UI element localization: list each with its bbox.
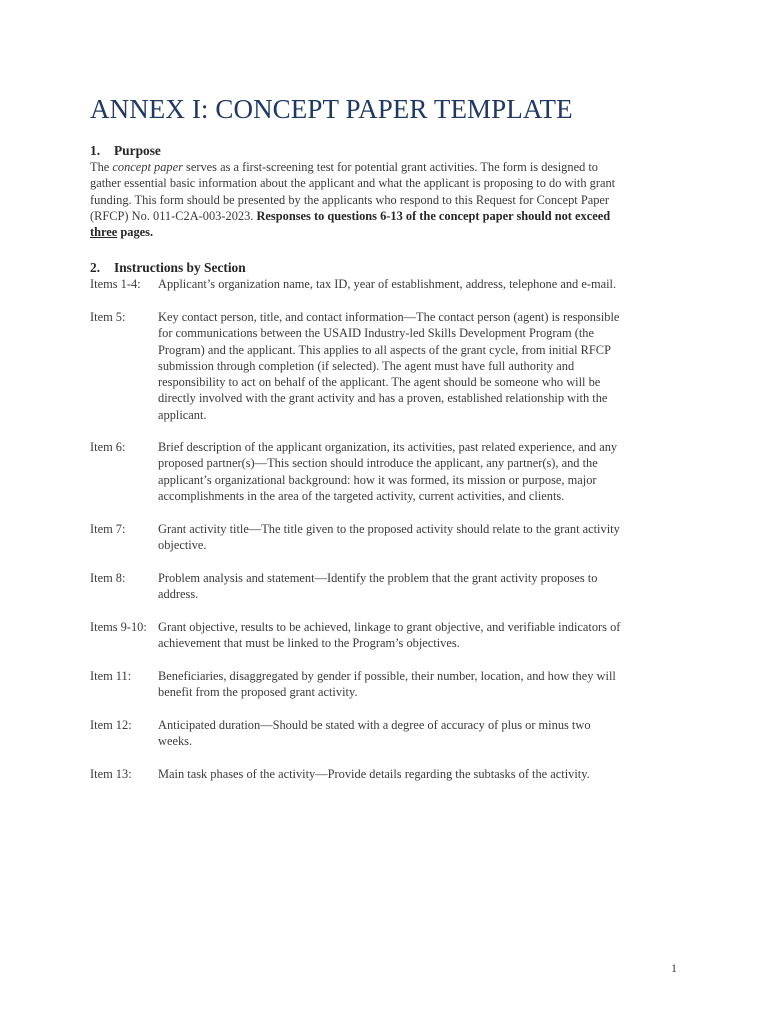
description-line: accomplishments in the area of the targeted activity, current activities, and clients. bbox=[158, 488, 565, 503]
description-line: weeks. bbox=[158, 734, 193, 749]
description-line: responsibility to act on behalf of the applicant. The agent should be someone who will be bbox=[158, 375, 601, 390]
item-description bbox=[158, 717, 678, 750]
description-line: applicant’s organizational background: how it was formed, its mission or purpose, major bbox=[158, 472, 597, 487]
description-line: Grant activity title—The title given to the proposed activity should relate to the grant activity bbox=[158, 522, 620, 536]
page-number: 1 bbox=[671, 961, 677, 975]
bold-text: Responses to questions 6-13 of the concept paper should not exceed bbox=[256, 208, 611, 223]
section-title: Instructions by Section bbox=[114, 260, 246, 275]
description-line: applicant. bbox=[158, 407, 207, 422]
section-heading-instructions bbox=[90, 259, 246, 276]
item-description bbox=[158, 309, 678, 423]
item-description bbox=[158, 521, 678, 554]
text-run: The bbox=[90, 160, 113, 174]
description-line: objective. bbox=[158, 538, 207, 553]
description-line: address. bbox=[158, 587, 199, 602]
description-line: Program) and the applicant. This applies to all aspects of the grant cycle, from initial RFCP bbox=[158, 342, 611, 357]
item-description bbox=[158, 276, 678, 292]
paragraph-line bbox=[90, 224, 675, 240]
italic-term: concept paper bbox=[112, 160, 183, 174]
purpose-paragraph bbox=[90, 159, 675, 240]
paragraph-line bbox=[90, 208, 675, 224]
item-label: Items 9-10: bbox=[90, 620, 147, 634]
text-run: gather essential basic information about the applicant and what the applicant is proposing to do with grant bbox=[90, 176, 616, 191]
description-line: Beneficiaries, disaggregated by gender if possible, their number, location, and how they will bbox=[158, 669, 616, 683]
item-label: Item 12: bbox=[90, 718, 132, 732]
item-label: Item 11: bbox=[90, 669, 132, 683]
section-heading-purpose bbox=[90, 142, 161, 159]
description-line: submission through completion (if selected). The agent must have full authority and bbox=[158, 358, 575, 373]
description-line: for communications between the USAID Industry-led Skills Development Program (the bbox=[158, 326, 594, 341]
description-line: proposed partner(s)—This section should introduce the applicant, any partner(s), and the bbox=[158, 456, 598, 471]
item-description bbox=[158, 439, 678, 504]
bold-text bbox=[90, 225, 153, 239]
description-line: Problem analysis and statement—Identify the problem that the grant activity proposes to bbox=[158, 571, 598, 585]
section-number: 1. bbox=[90, 143, 101, 158]
item-description bbox=[158, 570, 678, 603]
description-line: Grant objective, results to be achieved, linkage to grant objective, and verifiable indicators of bbox=[158, 620, 621, 634]
item-label: Item 5: bbox=[90, 310, 126, 324]
description-line: Applicant’s organization name, tax ID, year of establishment, address, telephone and e-mail. bbox=[158, 277, 617, 291]
item-label: Item 8: bbox=[90, 571, 126, 585]
text-run: serves as a first-screening test for potential grant activities. The form is designed to bbox=[182, 160, 599, 174]
text-run: pages. bbox=[117, 225, 154, 240]
description-line: benefit from the proposed grant activity. bbox=[158, 685, 358, 700]
text-run: (RFCP) No. 011-C2A-003-2023. bbox=[90, 208, 257, 223]
item-description bbox=[158, 619, 678, 652]
description-line: Main task phases of the activity—Provide details regarding the subtasks of the activity. bbox=[158, 767, 590, 781]
underlined-text: three bbox=[90, 225, 118, 240]
section-title: Purpose bbox=[114, 143, 161, 158]
text-run: funding. This form should be presented by the applicants who respond to this Request for Concept Paper bbox=[90, 192, 610, 207]
document-title: ANNEX I: CONCEPT PAPER TEMPLATE bbox=[90, 94, 573, 124]
description-line: directly involved with the grant activity and has a proven, established relationship with the bbox=[158, 391, 608, 406]
description-line: Brief description of the applicant organization, its activities, past related experience, and any bbox=[158, 440, 618, 454]
item-description bbox=[158, 766, 678, 782]
item-label: Item 6: bbox=[90, 440, 126, 454]
description-line: achievement that must be linked to the Program’s objectives. bbox=[158, 636, 460, 651]
item-description bbox=[158, 668, 678, 701]
paragraph-line bbox=[90, 159, 675, 175]
section-number: 2. bbox=[90, 260, 101, 275]
item-label: Item 13: bbox=[90, 767, 132, 781]
item-label: Items 1-4: bbox=[90, 277, 141, 291]
description-line: Anticipated duration—Should be stated with a degree of accuracy of plus or minus two bbox=[158, 718, 591, 732]
paragraph-line bbox=[90, 192, 675, 208]
item-label: Item 7: bbox=[90, 522, 126, 536]
description-line: Key contact person, title, and contact information—The contact person (agent) is responsible bbox=[158, 310, 620, 324]
paragraph-line bbox=[90, 175, 675, 191]
